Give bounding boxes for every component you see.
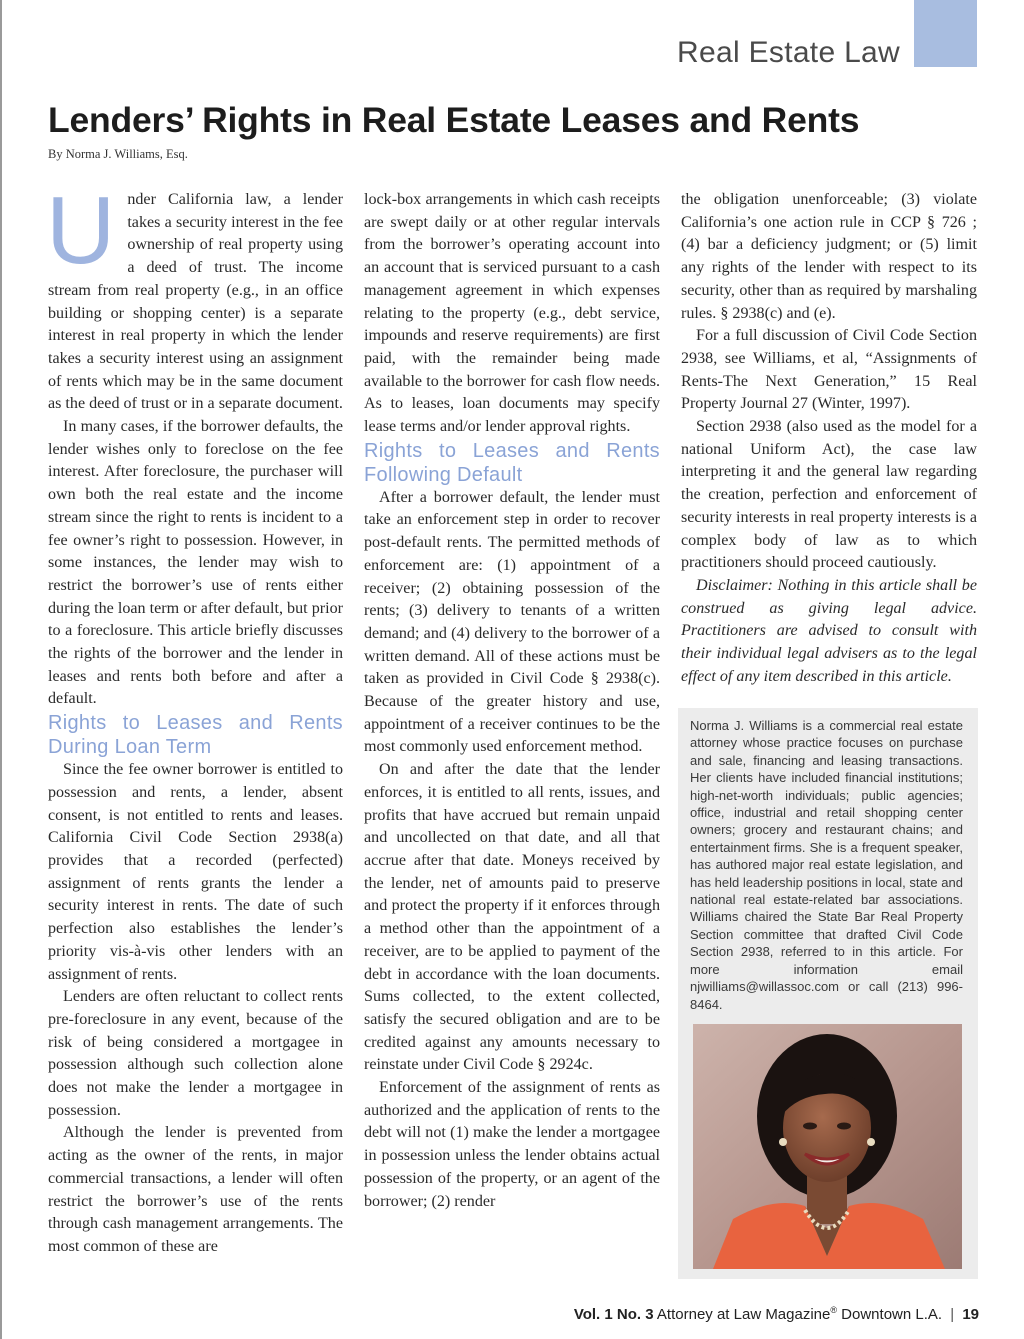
page-footer — [574, 1305, 979, 1323]
footer-volume: Vol. 1 No. 3 — [573, 1306, 654, 1323]
heading-line: During Loan Term — [48, 736, 212, 759]
paragraph: Lenders are often reluctant to collect rents pre-foreclosure in any event, because of the risk of being considered a mortgagee in possession although such collection alone does not make the lender a mortgagee in possession. — [48, 988, 343, 1119]
paragraph: lock-box arrangements in which cash receipts are swept daily or at other regular intervals from the borrower’s operating account into an account that is serviced pursuant to a cash management agreement in which expenses relating to the property (e.g., debt service, impounds and reserve requirements) are first paid, with the remainder being made available to the borrower for cash flow needs. As to leases, loan documents may specify lease terms and/or lender approval rights. — [364, 191, 660, 436]
heading-line: Rights to Leases and Rents — [48, 712, 343, 735]
intro-paragraph — [46, 177, 343, 416]
footer-magazine: Attorney at Law Magazine — [656, 1306, 831, 1323]
heading-line: Following Default — [364, 463, 523, 486]
article-column-2 — [364, 189, 660, 1213]
paragraph: Although the lender is prevented from acting as the owner of the rents, in major commercial transactions, a lender will often restrict the borrower’s use of the rents through cash management arrangements. The most common of these are — [48, 1124, 343, 1255]
paragraph: For a full discussion of Civil Code Section 2938, see Williams, et al, “Assignments of Rents-The Next Generation,” 15 Real Property Journal 27 (Winter, 1997). — [681, 327, 977, 413]
article-column-1 — [46, 177, 343, 1259]
author-bio-text: Norma J. Williams is a commercial real estate attorney whose practice focuses on purchase and sale, financing and leasing transactions. Her clients have included financial institutions; high-net-worth individuals; public agencies; office, industrial and retail shopping center owners; grocery and restaurant chains; and entertainment firms. She is a frequent speaker, has authored major real estate legislation, and has held leadership positions in local, state and national real estate-related bar associations. Williams chaired the State Bar Real Property Section committee that drafted Civil Code Section 2938, referred to in this article. For more information email njwilliams@willassoc.com or call (213) 996-8464. — [690, 718, 963, 1012]
heading-line: Rights to Leases and Rents — [364, 439, 660, 462]
article-column-3 — [681, 189, 977, 688]
footer-separator: | — [950, 1306, 955, 1323]
paragraph: Since the fee owner borrower is entitled to possession and rents, a lender, absent consent, is not entitled to rents and leases. California Civil Code Section 2938(a) provides that a recorded (perfected) assignment of rents grants the lender a security interest in rents. The date of such perfection also establishes the lender’s priority vis-à-vis other lenders with an assignment of rents. — [48, 761, 343, 983]
paragraph: Enforcement of the assignment of rents as authorized and the application of rents to the debt will not (1) make the lender a mortgagee in possession unless the lender obtains actual possession of the property, or an agent of the borrower; (2) render — [364, 1079, 660, 1210]
page-edge-line — [0, 0, 2, 1339]
footer-edition: Downtown L.A. — [841, 1306, 943, 1323]
disclaimer-paragraph: Disclaimer: Nothing in this article shall be construed as giving legal advice. Practitioners are advised to consult with their individual legal advisers as to the legal effect of any item described in this article. — [681, 576, 977, 685]
header-accent-block — [914, 0, 977, 67]
section-heading-loan-term — [48, 711, 343, 759]
paragraph: After a borrower default, the lender must take an enforcement step in order to recover post-default rents. The permitted methods of enforcement are: (1) appointment of a receiver; (2) obtaining possession of the rents; (3) delivery to tenants of a written demand; and (4) delivery to the borrower of a written demand. All of these actions must be taken as provided in Civil Code § 2938(c). Because of the greater history and use, appointment of a receiver continues to be the most commonly used enforcement method. — [364, 488, 660, 756]
paragraph: In many cases, if the borrower defaults, the lender wishes only to foreclose on the fee interest. After foreclosure, the purchaser will own both the real estate and the income stream since the right to rents is incident to a fee owner’s right to possession. However, in some instances, the lender may wish to restrict the borrower’s use of rents either during the loan term or after default, but prior to a foreclosure. This article briefly discusses the rights of the borrower and the lender in leases and rents both before and after a default. — [48, 418, 343, 708]
footer-registered-mark: ® — [830, 1305, 837, 1315]
paragraph: the obligation unenforceable; (3) violate California’s one action rule in CCP § 726 ; (4) bar a deficiency judgment; or (5) limit any rights of the lender with respect to its security, other than as required by marshaling rules. § 2938(c) and (e). — [681, 191, 977, 322]
paragraph: Section 2938 (also used as the model for a national Uniform Act), the case law interpreting it and the general law regarding the creation, perfection and enforcement of security interests in real property interests is a complex body of law as to which practitioners should proceed cautiously. — [681, 418, 977, 572]
article-title: Lenders’ Rights in Real Estate Leases and Rents — [48, 100, 860, 140]
article-byline: By Norma J. Williams, Esq. — [48, 147, 188, 161]
paragraph: On and after the date that the lender enforces, it is entitled to all rents, issues, and profits that have accrued but remain unpaid and uncollected on that date, and all that accrue after that date. Moneys received by the lender, net of amounts paid to preserve and protect the property if it enforces through a method other than the appointment of a receiver, are to be applied to payment of the debt in accordance with the loan documents. Sums collected, to the extent collected, satisfy the secured obligation and are to be credited against any amounts necessary to reinstate under Civil Code § 2924c. — [364, 761, 660, 1074]
intro-text: nder California law, a lender takes a security interest in the fee ownership of real property using a deed of trust. The income stream from real property (e.g., in an office building or shopping center) is a separate interest in real property in which the lender takes a security interest using an assignment of rents which may be in the same document as the deed of trust or in a separate document. — [48, 191, 343, 413]
author-portrait — [693, 1024, 962, 1269]
section-label: Real Estate Law — [677, 36, 900, 69]
page-number: 19 — [962, 1306, 979, 1323]
drop-cap: U — [46, 177, 116, 284]
section-heading-following-default — [364, 439, 660, 487]
author-portrait-illustration — [693, 1024, 962, 1269]
